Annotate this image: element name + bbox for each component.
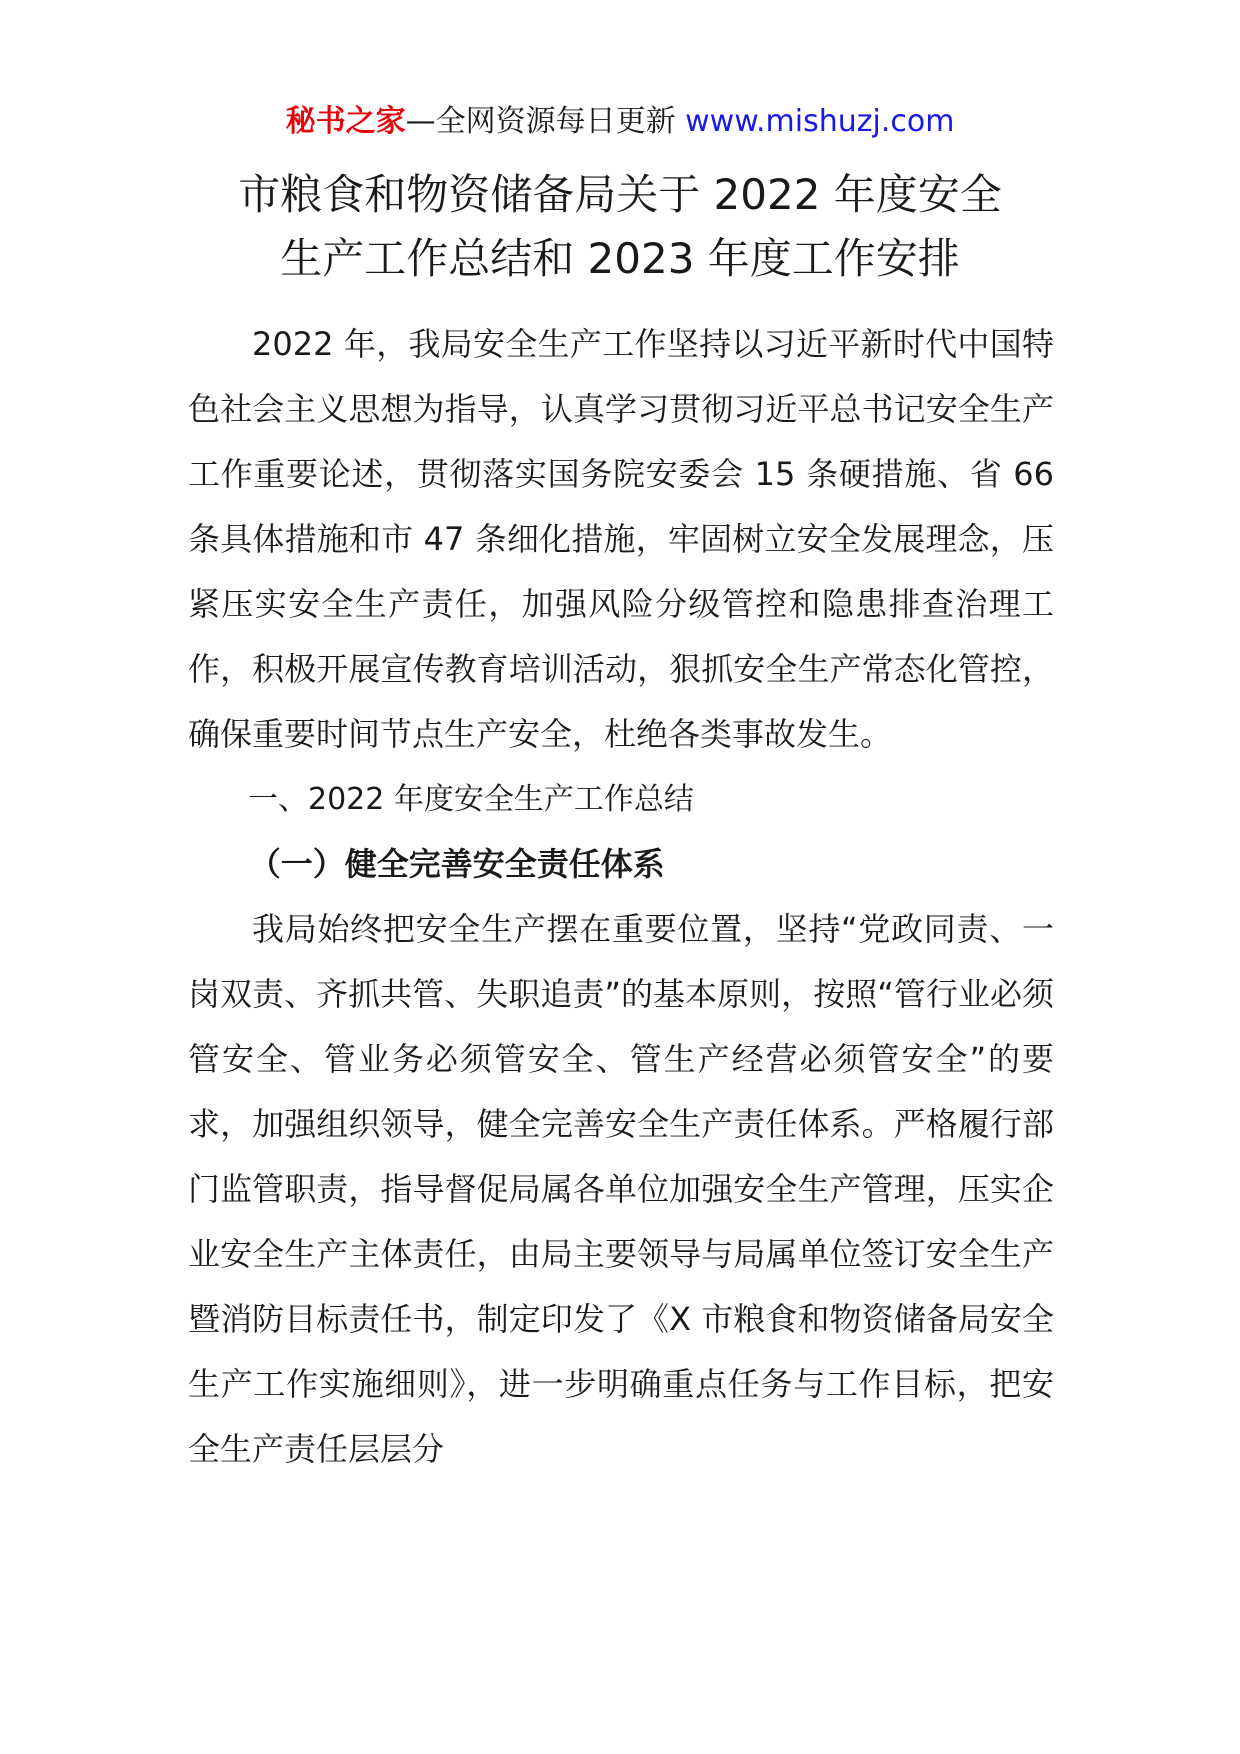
site-url: www.mishuzj.com — [685, 104, 955, 139]
header-tagline: —全网资源每日更新 — [405, 104, 686, 139]
title-line-2: 生产工作总结和 2023 年度工作安排 — [280, 234, 960, 283]
brand-name: 秘书之家 — [285, 104, 406, 139]
subsection-paragraph: 我局始终把安全生产摆在重要位置，坚持“党政同责、一岗双责、齐抓共管、失职追责”的基本原则，按照“管行业必须管安全、管业务必须管安全、管生产经营必须管安全”的要求，加强组织领导，健全完善安全生产责任体系。严格履行部门监管职责，指导督促局属各单位加强安全生产管理，压实企业安全生产主体责任，由局主要领导与局属单位签订安全生产暨消防目标责任书，制定印发了《X 市粮食和物资储备局安全生产工作实施细则》，进一步明确重点任务与工作目标，把安全生产责任层层分 — [188, 910, 1054, 1468]
site-header-banner — [0, 102, 1240, 142]
document-title — [0, 163, 1240, 291]
section-heading: 一、2022 年度安全生产工作总结 — [248, 782, 694, 817]
subsection-heading: （一）健全完善安全责任体系 — [248, 845, 665, 883]
title-line-1: 市粮食和物资储备局关于 2022 年度安全 — [238, 170, 1002, 219]
intro-paragraph: 2022 年，我局安全生产工作坚持以习近平新时代中国特色社会主义思想为指导，认真学习贯彻习近平总书记安全生产工作重要论述，贯彻落实国务院安委会 15 条硬措施、省 66 条具体措施和市 47 条细化措施，牢固树立安全发展理念，压紧压实安全生产责任，加强风险分级管控和隐患排查治理工作，积极开展宣传教育培训活动，狠抓安全生产常态化管控，确保重要时间节点生产安全，杜绝各类事故发生。 — [188, 325, 1054, 753]
document-body — [188, 312, 1054, 1482]
